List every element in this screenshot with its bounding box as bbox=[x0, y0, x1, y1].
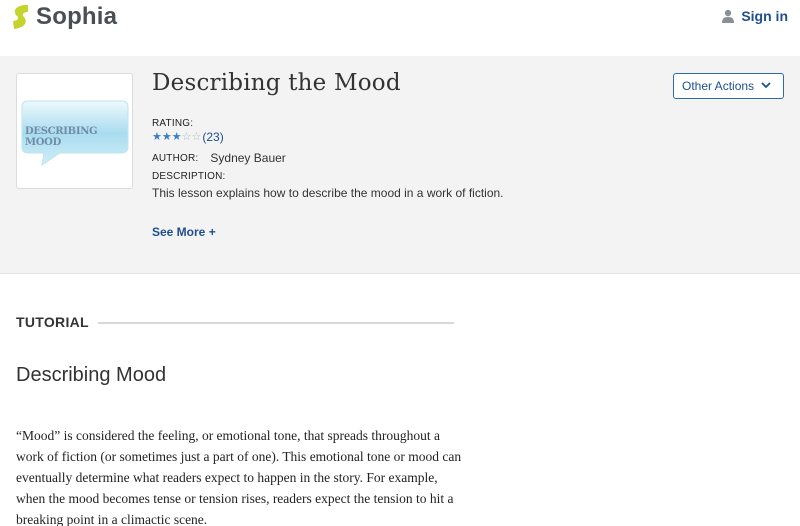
tutorial-paragraph: “Mood” is considered the feeling, or emotional tone, that spreads throughout a work of fiction (or sometimes just a part of one). This emotional tone or mood can eventually determine what readers expect to happen in the story. For example, when the mood becomes tense or tension rises, readers expect the tension to hit a breaking point in a climactic scene. bbox=[16, 428, 462, 526]
rating-stars bbox=[152, 131, 201, 143]
lesson-description: This lesson explains how to describe the mood in a work of fiction. bbox=[152, 186, 504, 200]
author-name: Sydney Bauer bbox=[210, 151, 286, 165]
see-more-link[interactable]: See More + bbox=[152, 225, 216, 239]
tutorial-divider bbox=[98, 322, 454, 324]
star-empty-icon: ☆ bbox=[181, 131, 192, 143]
lesson-info-panel bbox=[0, 56, 800, 274]
sophia-logo-icon bbox=[10, 4, 32, 30]
top-navigation-bar bbox=[0, 0, 800, 56]
sign-in-label: Sign in bbox=[741, 8, 788, 24]
brand-name: Sophia bbox=[36, 3, 118, 30]
star-filled-icon: ★ bbox=[171, 131, 182, 143]
chevron-down-icon bbox=[761, 81, 771, 89]
section-title: Describing Mood bbox=[16, 364, 167, 386]
sophia-logo[interactable] bbox=[10, 3, 117, 31]
author-label: AUTHOR: bbox=[152, 152, 199, 164]
star-filled-icon: ★ bbox=[161, 131, 172, 143]
description-label: DESCRIPTION: bbox=[152, 171, 226, 182]
author-row bbox=[152, 151, 286, 165]
star-empty-icon: ☆ bbox=[191, 131, 202, 143]
thumbnail-text: DESCRIBING MOOD bbox=[25, 126, 98, 148]
lesson-thumbnail bbox=[16, 73, 133, 189]
other-actions-label: Other Actions bbox=[682, 79, 755, 93]
sign-in-link[interactable] bbox=[722, 8, 788, 24]
star-filled-icon: ★ bbox=[152, 131, 162, 143]
rating-count-link[interactable]: (23) bbox=[202, 130, 224, 144]
person-icon bbox=[722, 9, 734, 23]
tutorial-heading: TUTORIAL bbox=[16, 314, 89, 330]
rating-row bbox=[152, 130, 224, 144]
lesson-title: Describing the Mood bbox=[152, 70, 401, 96]
rating-label: RATING: bbox=[152, 118, 194, 129]
other-actions-dropdown[interactable] bbox=[673, 73, 784, 99]
